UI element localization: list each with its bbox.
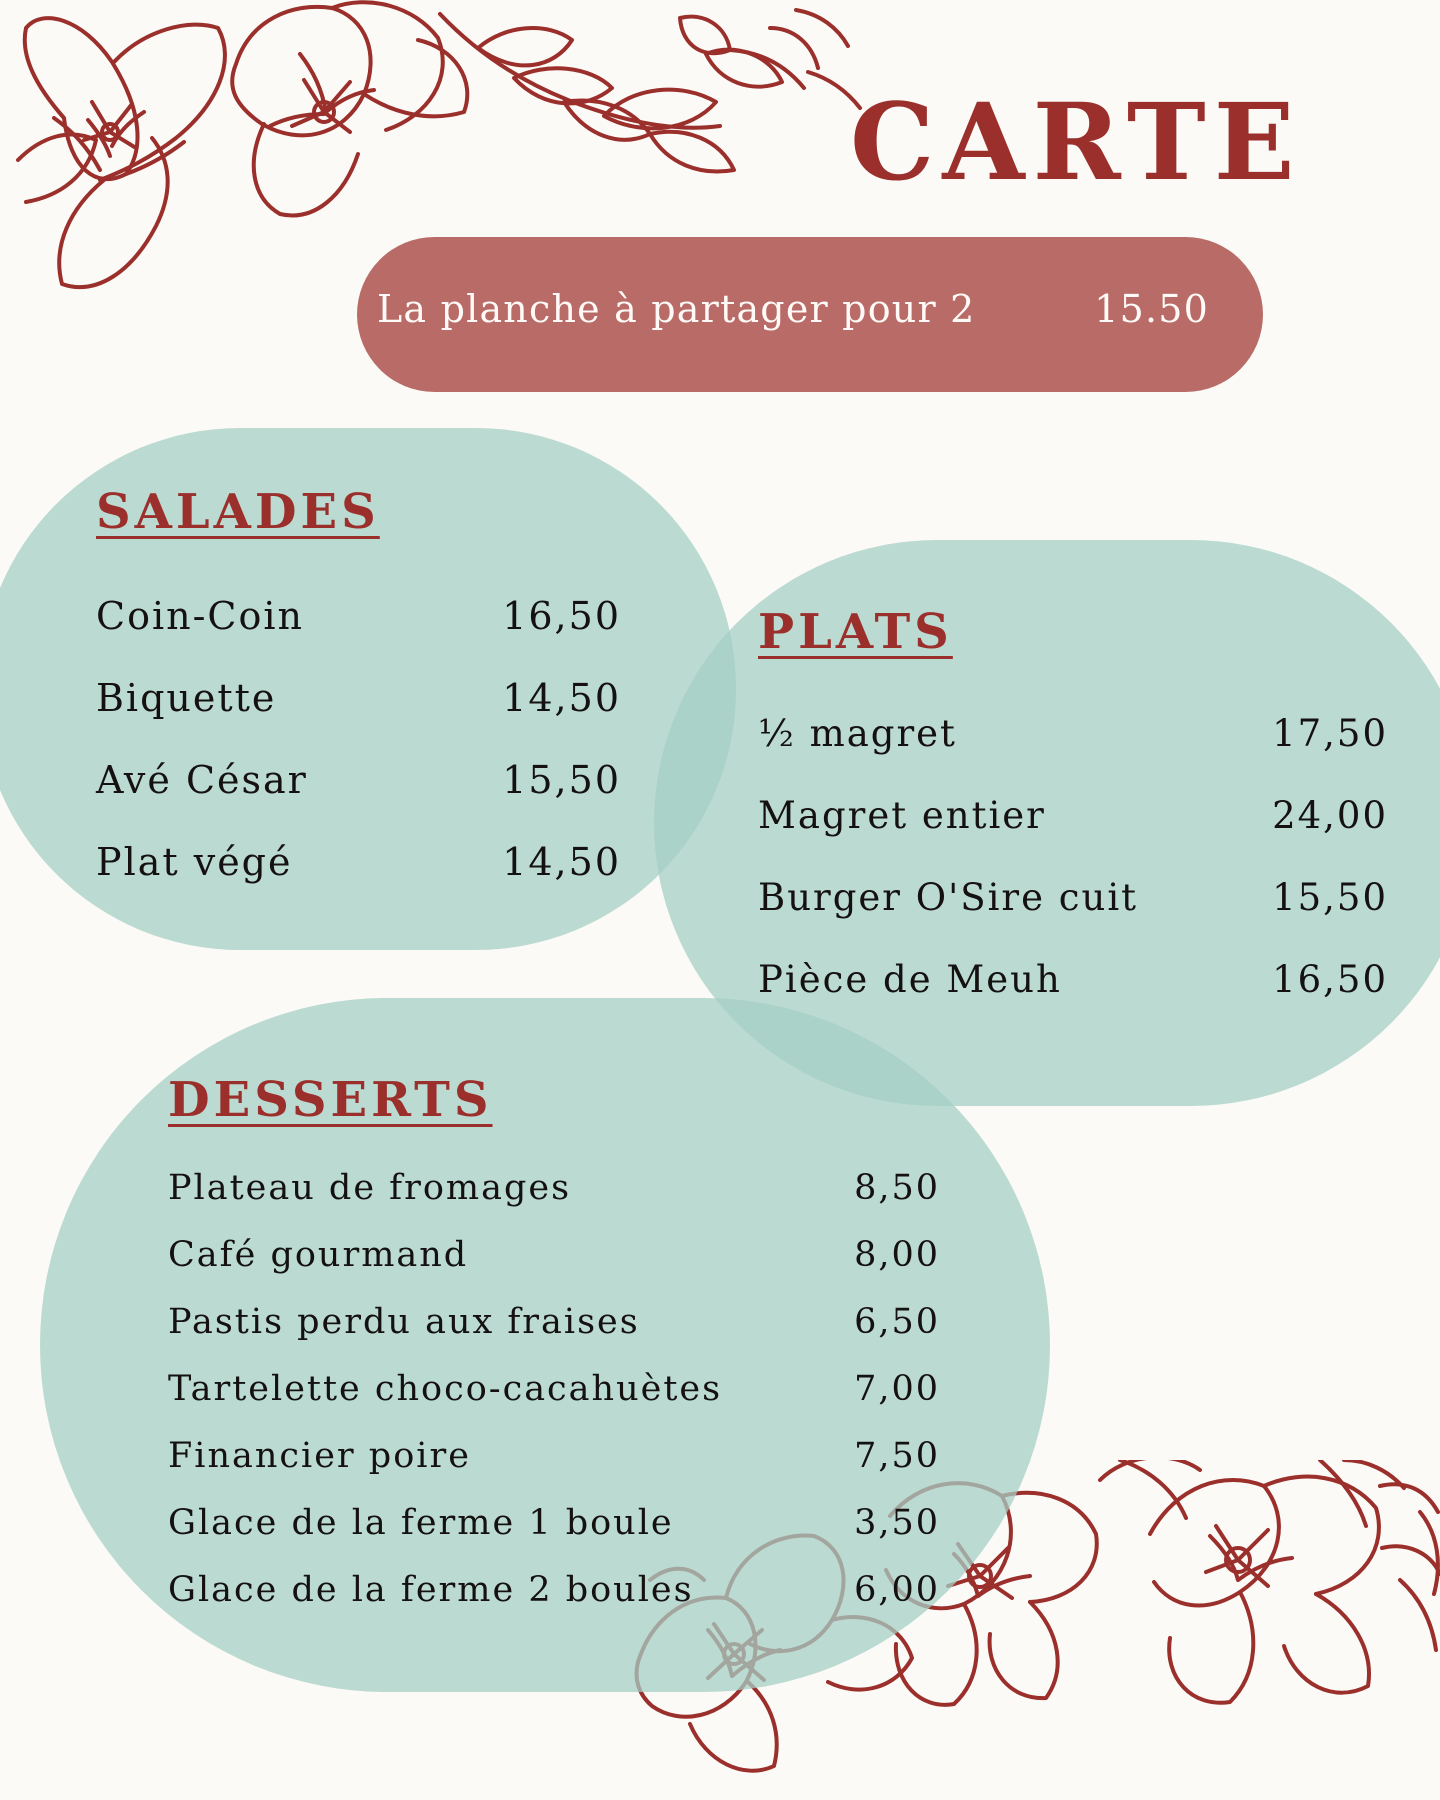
- menu-item: [96, 840, 621, 890]
- menu-item: [168, 1168, 940, 1214]
- menu-item-name: Plat végé: [96, 840, 293, 884]
- menu-item-price: 17,50: [1272, 712, 1388, 755]
- menu-item-name: Glace de la ferme 1 boule: [168, 1503, 674, 1543]
- menu-item-price: 7,50: [854, 1436, 940, 1476]
- menu-item-price: 6,50: [854, 1302, 940, 1342]
- section-salades: [96, 484, 656, 924]
- section-desserts: [168, 1072, 948, 1632]
- section-title-plats: PLATS: [758, 604, 953, 660]
- menu-item-price: 7,00: [854, 1369, 940, 1409]
- menu-item: [96, 676, 621, 726]
- menu-item-name: Plateau de fromages: [168, 1168, 572, 1208]
- menu-item-price: 16,50: [1272, 958, 1388, 1001]
- menu-item: [168, 1369, 940, 1415]
- menu-item: [168, 1235, 940, 1281]
- menu-item: [168, 1570, 940, 1616]
- menu-item-name: Financier poire: [168, 1436, 471, 1476]
- menu-item-name: Magret entier: [758, 794, 1046, 837]
- menu-item-name: ½ magret: [758, 712, 957, 755]
- menu-item-name: Coin-Coin: [96, 594, 304, 638]
- menu-item: [168, 1503, 940, 1549]
- section-title-desserts: DESSERTS: [168, 1072, 493, 1128]
- menu-item: [758, 876, 1388, 926]
- menu-item-price: 6,00: [854, 1570, 940, 1610]
- page-title: CARTE: [850, 79, 1303, 204]
- menu-item-price: 8,50: [854, 1168, 940, 1208]
- menu-item-price: 8,00: [854, 1235, 940, 1275]
- menu-item: [168, 1302, 940, 1348]
- menu-item: [96, 594, 621, 644]
- menu-item-price: 15,50: [1272, 876, 1388, 919]
- menu-item: [758, 958, 1388, 1008]
- menu-item-name: Pastis perdu aux fraises: [168, 1302, 640, 1342]
- menu-item: [96, 758, 621, 808]
- menu-item: [168, 1436, 940, 1482]
- menu-item-price: 14,50: [502, 840, 621, 884]
- featured-item: [357, 237, 1263, 392]
- menu-item-name: Glace de la ferme 2 boules: [168, 1570, 694, 1610]
- section-title-salades: SALADES: [96, 484, 380, 540]
- menu-item-price: 14,50: [502, 676, 621, 720]
- menu-item: [758, 712, 1388, 762]
- menu-item-name: Pièce de Meuh: [758, 958, 1062, 1001]
- menu-item-price: 15,50: [502, 758, 621, 802]
- menu-item-price: 16,50: [502, 594, 621, 638]
- menu-item-name: Avé César: [96, 758, 308, 802]
- menu-item-price: 24,00: [1272, 794, 1388, 837]
- menu-item-name: Café gourmand: [168, 1235, 469, 1275]
- featured-item-name: La planche à partager pour 2: [377, 287, 976, 331]
- menu-item-name: Tartelette choco-cacahuètes: [168, 1369, 723, 1409]
- menu-item-name: Biquette: [96, 676, 277, 720]
- menu-item-name: Burger O'Sire cuit: [758, 876, 1139, 919]
- section-plats: [758, 604, 1398, 1034]
- featured-item-price: 15.50: [1094, 287, 1209, 331]
- menu-item: [758, 794, 1388, 844]
- menu-item-price: 3,50: [854, 1503, 940, 1543]
